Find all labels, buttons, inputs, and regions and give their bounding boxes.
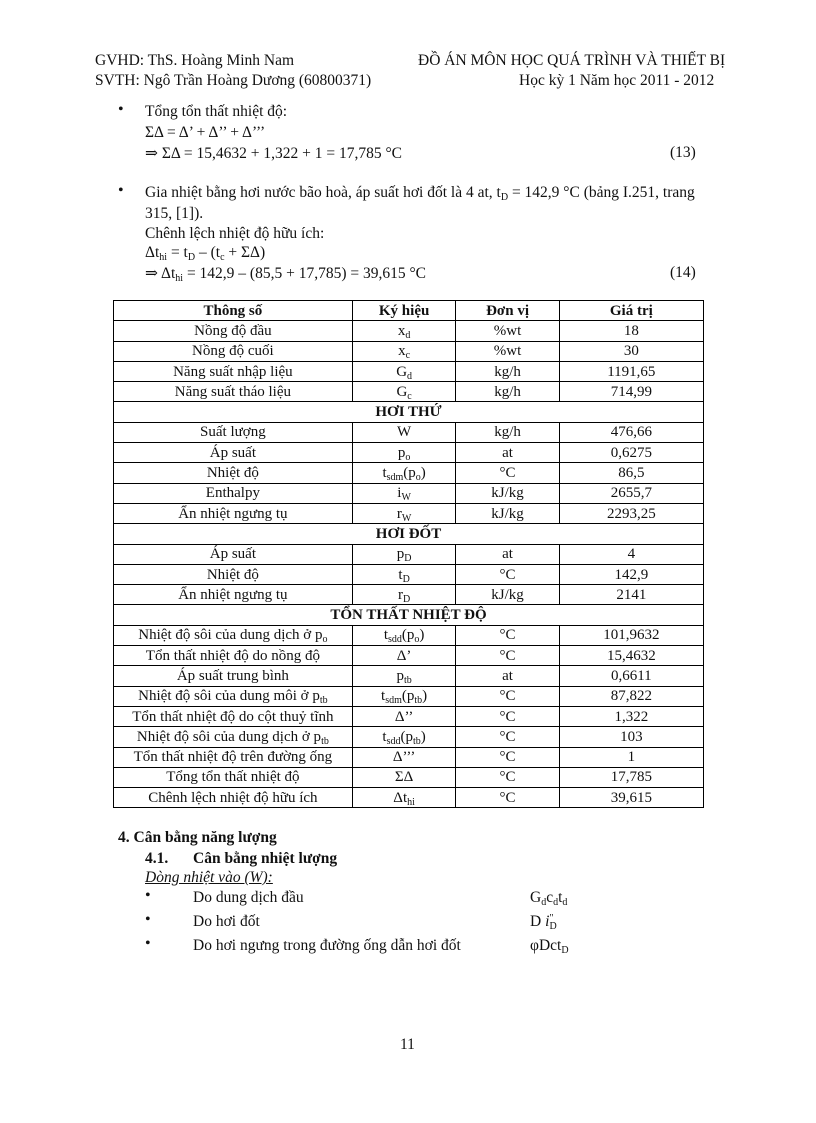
param-unit: %wt xyxy=(493,343,522,360)
table-row xyxy=(114,767,704,787)
section-4-heading: 4. Cân bằng năng lượng xyxy=(118,829,277,846)
param-symbol-part: ) xyxy=(420,728,426,745)
param-unit-cell xyxy=(456,341,559,361)
col-header-parameter: Thông số xyxy=(114,301,353,321)
table-row xyxy=(114,443,704,463)
param-value-cell xyxy=(559,727,703,747)
subsection-title: Cân bằng nhiệt lượng xyxy=(193,850,338,867)
param-symbol-cell xyxy=(352,463,456,483)
param-symbol: Δt xyxy=(393,789,408,806)
param-value: 103 xyxy=(620,728,643,745)
heat-inflow-label: Dòng nhiệt vào (W): xyxy=(145,869,273,886)
param-symbol-cell xyxy=(352,767,456,787)
bullet-icon: • xyxy=(145,935,151,952)
param-value-cell xyxy=(559,483,703,503)
param-symbol-subscript: o xyxy=(405,451,411,463)
param-unit-cell xyxy=(456,625,559,645)
param-name-cell xyxy=(114,625,353,645)
table-row xyxy=(114,503,704,523)
param-symbol-cell xyxy=(352,382,456,402)
param-symbol-cell xyxy=(352,361,456,381)
param-value-cell xyxy=(559,382,703,402)
param-value: 17,785 xyxy=(610,769,652,786)
param-symbol-cell xyxy=(352,341,456,361)
param-value-cell xyxy=(559,443,703,463)
param-name-cell xyxy=(114,503,353,523)
param-name: Nhiệt độ xyxy=(206,465,259,482)
param-symbol: x xyxy=(397,322,406,339)
param-unit-cell xyxy=(456,463,559,483)
param-value: 39,615 xyxy=(610,789,652,806)
param-symbol-subscript: c xyxy=(407,390,412,402)
param-unit-cell xyxy=(456,767,559,787)
param-value: 1,322 xyxy=(614,708,649,725)
param-value: 15,4632 xyxy=(606,647,656,664)
param-value: 476,66 xyxy=(610,424,652,441)
param-value: 86,5 xyxy=(618,465,645,482)
param-value: 2141 xyxy=(616,586,647,603)
param-symbol-subscript: D xyxy=(402,573,410,585)
table-section-row xyxy=(114,524,704,544)
param-name: Suất lượng xyxy=(200,424,266,441)
param-symbol: i xyxy=(397,485,402,502)
param-value: 30 xyxy=(623,343,639,360)
param-value: 2655,7 xyxy=(610,485,652,502)
heating-line2: 315, [1]). xyxy=(145,205,204,222)
bullet-icon: • xyxy=(145,887,151,904)
param-value: 101,9632 xyxy=(603,627,660,644)
param-unit-cell xyxy=(456,483,559,503)
param-symbol-subscript: d xyxy=(407,370,413,382)
bullet-icon: • xyxy=(118,101,124,118)
param-value-cell xyxy=(559,788,703,808)
param-symbol: p xyxy=(397,444,406,461)
param-name-cell xyxy=(114,767,353,787)
param-symbol-subscript: tb xyxy=(403,674,412,686)
param-symbol-subscript: sdd xyxy=(386,735,401,747)
inflow-formula-steam: D $i^"_D$ xyxy=(530,913,557,932)
parameter-table xyxy=(113,300,704,808)
header-semester: Học kỳ 1 Năm học 2011 - 2012 xyxy=(519,72,715,89)
param-symbol: x xyxy=(398,343,406,360)
param-value-cell xyxy=(559,544,703,564)
inflow-item-solution: Do dung dịch đầu xyxy=(193,889,304,906)
param-unit-cell xyxy=(456,646,559,666)
heating-line1: Gia nhiệt bằng hơi nước bão hoà, áp suất hơi đốt là 4 at, $t_D = 142,9$ °C (bảng I.251, trang xyxy=(145,184,695,203)
param-symbol-part: ) xyxy=(422,688,428,705)
param-unit: °C xyxy=(499,688,516,705)
param-symbol-part: (p xyxy=(401,627,415,644)
param-name: Tổn thất nhiệt độ trên đường ống xyxy=(133,749,333,766)
param-unit-cell xyxy=(456,666,559,686)
param-name: Tổn thất nhiệt độ do cột thuỷ tĩnh xyxy=(132,708,334,725)
param-value: 1191,65 xyxy=(607,363,656,380)
param-symbol: t xyxy=(398,566,403,583)
param-unit-cell xyxy=(456,686,559,706)
param-symbol: t xyxy=(381,688,386,705)
param-unit: %wt xyxy=(493,322,522,339)
col-header-unit: Đơn vị xyxy=(456,301,559,321)
useful-temp-diff-result: ⇒ $\Delta t_{hi} = 142,9 - (85,5 + 17,785) = 39,615$ °C xyxy=(145,265,427,284)
param-symbol: t xyxy=(382,465,387,482)
param-symbol-cell xyxy=(352,422,456,442)
param-value-cell xyxy=(559,686,703,706)
param-symbol: Δ’’ xyxy=(394,708,414,725)
param-symbol-subscript: D xyxy=(404,553,412,565)
param-symbol-subscript: o xyxy=(414,634,420,646)
table-row xyxy=(114,341,704,361)
param-value: 0,6611 xyxy=(610,667,652,684)
param-symbol: p xyxy=(396,667,404,684)
param-name: Nồng độ cuối xyxy=(192,343,274,360)
param-symbol-subscript: tb xyxy=(414,695,423,707)
header-student: SVTH: Ngô Trần Hoàng Dương (60800371) xyxy=(95,72,372,89)
param-unit: kJ/kg xyxy=(491,505,524,522)
param-unit-cell xyxy=(456,727,559,747)
param-unit: °C xyxy=(499,566,516,583)
param-symbol-subscript: d xyxy=(405,329,411,341)
param-name: Nhiệt độ sôi của dung dịch ở p xyxy=(138,627,323,644)
param-unit-cell xyxy=(456,443,559,463)
param-symbol-subscript: W xyxy=(401,512,412,524)
total-loss-formula: ΣΔ = Δ’ + Δ’’ + Δ’’’ xyxy=(145,124,266,141)
table-section-title: HƠI ĐỐT xyxy=(114,524,704,544)
param-symbol-subscript: hi xyxy=(407,796,415,808)
table-row xyxy=(114,463,704,483)
param-unit: °C xyxy=(499,627,516,644)
param-value-cell xyxy=(559,422,703,442)
param-name-subscript: tb xyxy=(319,695,328,707)
param-name: Nồng độ đầu xyxy=(194,322,272,339)
param-unit-cell xyxy=(456,564,559,584)
param-symbol-part: (p xyxy=(403,465,416,482)
param-name-cell xyxy=(114,747,353,767)
param-symbol-part: (p xyxy=(401,688,415,705)
param-symbol-subscript: sdd xyxy=(387,634,402,646)
param-unit: °C xyxy=(499,708,516,725)
param-name-cell xyxy=(114,564,353,584)
param-name: Áp suất trung bình xyxy=(176,667,289,684)
param-value: 1 xyxy=(627,749,636,766)
param-symbol-subscript: W xyxy=(401,492,411,504)
param-symbol-subscript: D xyxy=(402,593,411,605)
param-symbol-cell xyxy=(352,503,456,523)
inflow-formula-condensate: φDct$_D$ xyxy=(530,937,569,956)
param-value: 714,99 xyxy=(610,383,652,400)
total-loss-title: Tổng tổn thất nhiệt độ: xyxy=(145,103,288,120)
param-unit: kg/h xyxy=(494,383,521,400)
param-value-cell xyxy=(559,625,703,645)
param-value-cell xyxy=(559,361,703,381)
param-name-cell xyxy=(114,727,353,747)
param-name-cell xyxy=(114,443,353,463)
param-name-subscript: tb xyxy=(321,735,329,747)
param-symbol-part: ) xyxy=(419,627,425,644)
param-symbol-cell xyxy=(352,747,456,767)
param-name-cell xyxy=(114,321,353,341)
param-unit-cell xyxy=(456,544,559,564)
param-symbol: Δ’’’ xyxy=(392,749,416,766)
table-row xyxy=(114,361,704,381)
param-symbol-cell xyxy=(352,706,456,726)
param-value-cell xyxy=(559,666,703,686)
param-unit: °C xyxy=(499,647,516,664)
param-symbol-subscript: sdm xyxy=(385,695,402,707)
param-value-cell xyxy=(559,706,703,726)
param-unit: kJ/kg xyxy=(491,485,524,502)
param-value: 142,9 xyxy=(614,566,649,583)
param-symbol-subscript: sdm xyxy=(386,472,404,484)
table-row xyxy=(114,706,704,726)
param-symbol-cell xyxy=(352,646,456,666)
param-symbol-cell xyxy=(352,321,456,341)
param-name: Áp suất xyxy=(209,444,256,461)
param-name-cell xyxy=(114,544,353,564)
param-name-cell xyxy=(114,361,353,381)
param-symbol-cell xyxy=(352,564,456,584)
param-unit: kJ/kg xyxy=(491,586,524,603)
param-unit-cell xyxy=(456,361,559,381)
header-supervisor: GVHD: ThS. Hoàng Minh Nam xyxy=(95,52,295,69)
param-symbol-subscript: tb xyxy=(413,735,421,747)
param-name: Tổng tổn thất nhiệt độ xyxy=(166,769,300,786)
param-value-cell xyxy=(559,646,703,666)
table-row xyxy=(114,788,704,808)
param-symbol-cell xyxy=(352,483,456,503)
param-symbol-subscript: c xyxy=(405,350,411,362)
param-symbol: r xyxy=(397,586,403,603)
param-value: 87,822 xyxy=(610,688,652,705)
param-symbol: ΣΔ xyxy=(394,769,414,786)
param-value-cell xyxy=(559,503,703,523)
table-row xyxy=(114,382,704,402)
param-name-subscript: o xyxy=(322,634,328,646)
param-unit-cell xyxy=(456,585,559,605)
table-row xyxy=(114,666,704,686)
equation-number-14: (14) xyxy=(670,264,696,281)
param-value-cell xyxy=(559,747,703,767)
param-name-cell xyxy=(114,422,353,442)
param-value-cell xyxy=(559,767,703,787)
param-value-cell xyxy=(559,321,703,341)
col-header-value: Giá trị xyxy=(559,301,703,321)
param-unit: °C xyxy=(499,789,516,806)
param-symbol-part: ) xyxy=(420,465,426,482)
param-symbol: r xyxy=(396,505,402,522)
param-value-cell xyxy=(559,585,703,605)
table-row xyxy=(114,544,704,564)
param-unit: at xyxy=(502,667,513,684)
param-symbol-cell xyxy=(352,788,456,808)
param-name: Chênh lệch nhiệt độ hữu ích xyxy=(148,789,318,806)
param-symbol: G xyxy=(396,363,408,380)
param-symbol: p xyxy=(396,546,405,563)
param-name-cell xyxy=(114,341,353,361)
inflow-item-condensate: Do hơi ngưng trong đường ống dẫn hơi đốt xyxy=(193,937,461,954)
param-unit-cell xyxy=(456,706,559,726)
param-name: Ẩn nhiệt ngưng tụ xyxy=(178,505,288,522)
param-value-cell xyxy=(559,463,703,483)
page-number: 11 xyxy=(400,1036,415,1053)
param-unit-cell xyxy=(456,788,559,808)
table-section-row xyxy=(114,402,704,422)
param-name-cell xyxy=(114,686,353,706)
param-name: Năng suất tháo liệu xyxy=(174,383,291,400)
param-symbol-part: (p xyxy=(400,728,413,745)
param-symbol-cell xyxy=(352,727,456,747)
param-unit-cell xyxy=(456,382,559,402)
param-symbol-cell xyxy=(352,443,456,463)
param-name: Tổn thất nhiệt độ do nồng độ xyxy=(145,647,320,664)
table-body xyxy=(114,321,704,808)
param-name-cell xyxy=(114,483,353,503)
param-value: 2293,25 xyxy=(606,505,656,522)
param-name: Nhiệt độ xyxy=(206,566,259,583)
table-section-title: TỔN THẤT NHIỆT ĐỘ xyxy=(114,605,704,625)
param-symbol-cell xyxy=(352,666,456,686)
param-unit-cell xyxy=(456,321,559,341)
table-row xyxy=(114,686,704,706)
table-row xyxy=(114,483,704,503)
param-unit: at xyxy=(502,444,513,461)
param-unit: at xyxy=(502,546,513,563)
bullet-icon: • xyxy=(118,182,124,199)
col-header-symbol: Ký hiệu xyxy=(352,301,456,321)
param-symbol-cell xyxy=(352,544,456,564)
table-row xyxy=(114,585,704,605)
param-name: Áp suất xyxy=(209,546,256,563)
param-name: Ẩn nhiệt ngưng tụ xyxy=(178,586,288,603)
param-name-cell xyxy=(114,463,353,483)
param-unit-cell xyxy=(456,747,559,767)
table-header-row xyxy=(114,301,704,321)
useful-temp-diff-formula: $\Delta t_{hi} = t_D - (t_c + \Sigma\Delta)$ xyxy=(145,244,266,263)
param-symbol: Δ’ xyxy=(396,647,412,664)
total-loss-result: ⇒ ΣΔ = 15,4632 + 1,322 + 1 = 17,785 °C xyxy=(145,145,402,162)
param-value: 0,6275 xyxy=(610,444,652,461)
param-symbol: W xyxy=(397,424,412,441)
table-row xyxy=(114,625,704,645)
param-name: Enthalpy xyxy=(205,485,260,502)
param-unit: °C xyxy=(499,769,516,786)
inflow-item-steam: Do hơi đốt xyxy=(193,913,260,930)
param-unit-cell xyxy=(456,503,559,523)
param-symbol-cell xyxy=(352,625,456,645)
table-section-title: HƠI THỨ xyxy=(114,402,704,422)
param-name: Nhiệt độ sôi của dung dịch ở p xyxy=(136,728,322,745)
param-unit: °C xyxy=(499,465,516,482)
param-symbol-subscript: o xyxy=(415,472,421,484)
param-symbol: t xyxy=(382,728,387,745)
param-value: 18 xyxy=(623,322,639,339)
param-unit: kg/h xyxy=(494,424,521,441)
param-value-cell xyxy=(559,564,703,584)
param-name-cell xyxy=(114,788,353,808)
equation-number-13: (13) xyxy=(670,144,696,161)
table-row xyxy=(114,321,704,341)
table-row xyxy=(114,422,704,442)
param-value-cell xyxy=(559,341,703,361)
param-name-cell xyxy=(114,646,353,666)
param-name-cell xyxy=(114,382,353,402)
param-name-cell xyxy=(114,706,353,726)
table-row xyxy=(114,727,704,747)
param-value: 4 xyxy=(627,546,636,563)
param-symbol-cell xyxy=(352,686,456,706)
param-symbol: G xyxy=(396,383,408,400)
param-unit: °C xyxy=(499,728,516,745)
param-symbol-cell xyxy=(352,585,456,605)
header-course: ĐỒ ÁN MÔN HỌC QUÁ TRÌNH VÀ THIẾT BỊ xyxy=(418,52,726,69)
param-name: Nhiệt độ sôi của dung môi ở p xyxy=(138,688,320,705)
table-row xyxy=(114,564,704,584)
useful-temp-diff-label: Chênh lệch nhiệt độ hữu ích: xyxy=(145,225,325,242)
param-symbol: t xyxy=(383,627,388,644)
param-name-cell xyxy=(114,585,353,605)
param-unit-cell xyxy=(456,422,559,442)
inflow-formula-solution: $G_dc_dt_d$ xyxy=(530,889,568,908)
param-unit: kg/h xyxy=(494,363,521,380)
subsection-number: 4.1. xyxy=(145,850,169,867)
table-row xyxy=(114,646,704,666)
param-unit: °C xyxy=(499,749,516,766)
table-row xyxy=(114,747,704,767)
param-name: Năng suất nhập liệu xyxy=(173,363,293,380)
param-name-cell xyxy=(114,666,353,686)
bullet-icon: • xyxy=(145,911,151,928)
table-section-row xyxy=(114,605,704,625)
